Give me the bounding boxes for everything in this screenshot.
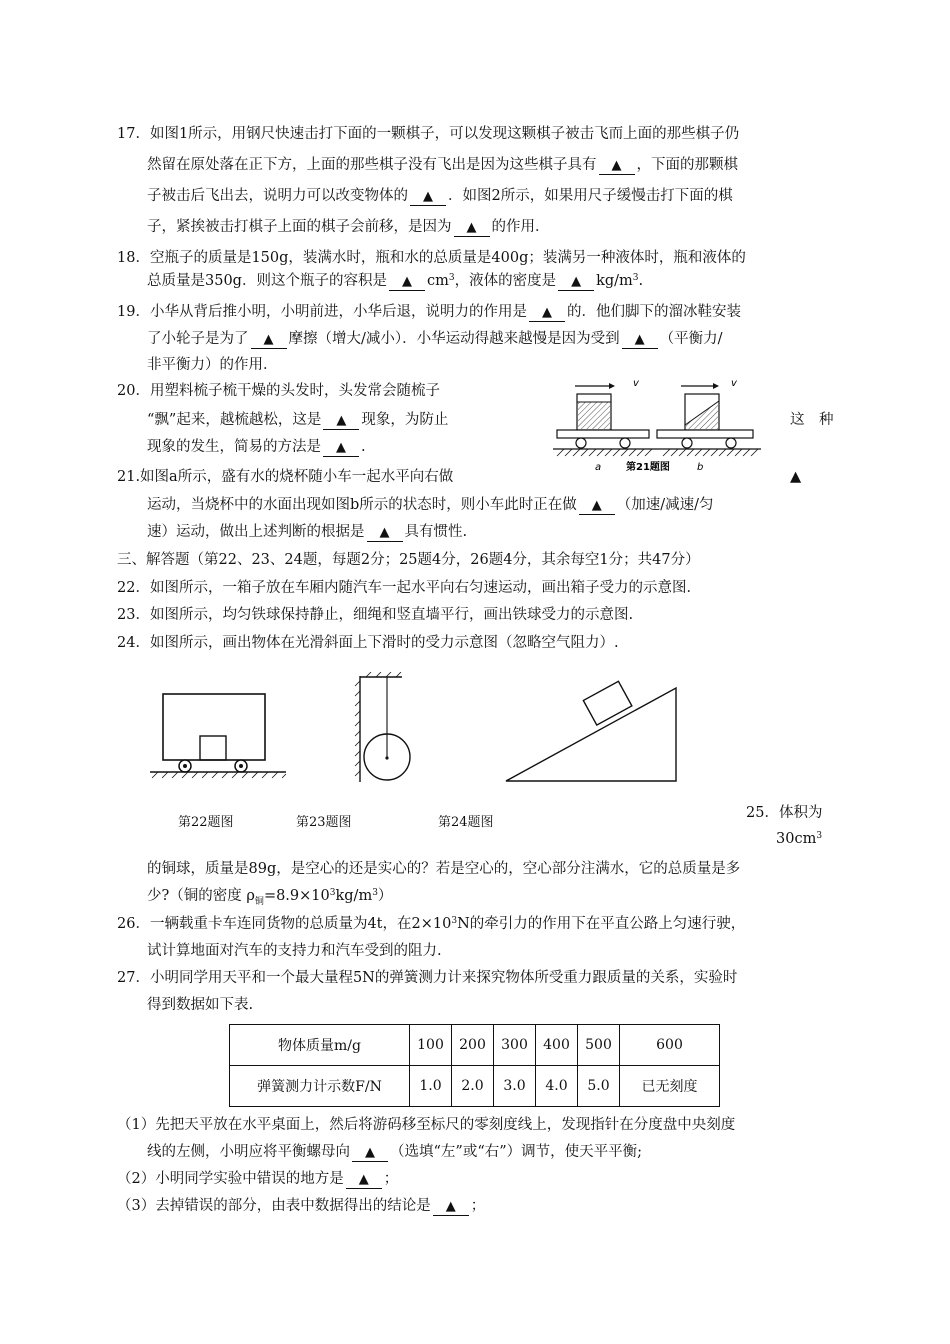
block — [583, 681, 632, 725]
answer-blank[interactable]: ▲ — [622, 332, 658, 349]
section-3-heading: 三、解答题（第22、23、24题，每题2分；25题4分，26题4分，其余每空1分；共47分） — [117, 552, 700, 568]
answer-blank[interactable]: ▲ — [323, 413, 359, 430]
table-cell: 3.0 — [494, 1066, 536, 1107]
q25-line1: 25．体积为 — [746, 805, 823, 821]
q27-sub2: （2）小明同学实验中错误的地方是 ▲ ； — [117, 1171, 399, 1187]
q27-data-table — [229, 1024, 720, 1107]
q19-line2: 了小轮子是为了 ▲ 摩擦（增大/减小）．小华运动得越来越慢是因为受到 ▲ （平衡力/ — [147, 331, 723, 347]
q27-sub3: （3）去掉错误的部分，由表中数据得出的结论是 ▲ ； — [117, 1198, 486, 1214]
velocity-label-b: v — [731, 378, 737, 389]
answer-blank[interactable]: ▲ — [454, 220, 490, 237]
table-cell: 4.0 — [536, 1066, 578, 1107]
row-label-force: 弹簧测力计示数F/N — [230, 1066, 410, 1107]
figure-label-b: b — [697, 462, 704, 473]
caption-q24: 第24题图 — [438, 815, 494, 830]
figure-label-a: a — [595, 462, 602, 473]
answer-blank[interactable]: ▲ — [251, 332, 287, 349]
q21-line3: 速）运动，做出上述判断的根据是 ▲ 具有惯性. — [147, 524, 468, 540]
q20-line1: 20．用塑料梳子梳干燥的头发时，头发常会随梳子 — [117, 383, 440, 399]
q27-sub1-line2: 线的左侧，小明应将平衡螺母向 ▲ （选填“左”或“右”）调节，使天平平衡; — [147, 1144, 643, 1160]
answer-blank[interactable]: ▲ — [410, 189, 446, 206]
answer-blank[interactable]: ▲ — [389, 274, 425, 291]
answer-blank[interactable]: ▲ — [579, 498, 615, 515]
q22-figure — [148, 686, 288, 782]
table-cell: 500 — [578, 1025, 620, 1066]
answer-blank[interactable]: ▲ — [352, 1145, 388, 1162]
q27-sub1-line1: （1）先把天平放在水平桌面上，然后将游码移至标尺的零刻度线上，发现指针在分度盘中央刻度 — [117, 1117, 736, 1133]
answer-blank[interactable]: ▲ — [558, 274, 594, 291]
q27-line2: 得到数据如下表. — [147, 997, 254, 1013]
table-cell: 1.0 — [410, 1066, 452, 1107]
q21-answer-mark[interactable]: ▲ — [790, 469, 802, 485]
q18-line1: 18．空瓶子的质量是150g，装满水时，瓶和水的总质量是400g；装满另一种液体时，瓶和液体的 — [117, 250, 746, 266]
box — [200, 736, 226, 760]
table-cell: 300 — [494, 1025, 536, 1066]
q23-figure — [352, 672, 422, 784]
q17-line1: 17．如图1所示，用钢尺快速击打下面的一颗棋子，可以发现这颗棋子被击飞而上面的那些棋子仍 — [117, 126, 740, 142]
q27-line1: 27．小明同学用天平和一个最大量程5N的弹簧测力计来探究物体所受重力跟质量的关系，实验时 — [117, 970, 738, 986]
table-row — [230, 1066, 720, 1107]
truck-body — [163, 694, 265, 760]
cart-b — [657, 378, 753, 473]
answer-blank[interactable]: ▲ — [599, 158, 635, 175]
q17-line2: 然留在原处落在正下方，上面的那些棋子没有飞出是因为这些棋子具有 ▲ ，下面的那颗棋 — [147, 157, 738, 173]
answer-blank[interactable]: ▲ — [529, 305, 565, 322]
q24-figure — [500, 678, 700, 784]
q22-text: 22．如图所示，一箱子放在车厢内随汽车一起水平向右匀速运动，画出箱子受力的示意图． — [117, 580, 701, 596]
q26-line1: 26．一辆载重卡车连同货物的总质量为4t，在$2\times 10^3N$的牵引力的作用下在平直公路上匀速行驶， — [117, 916, 746, 932]
cart-a — [557, 378, 649, 473]
q19-line3: 非平衡力）的作用． — [147, 357, 278, 373]
q21-line1: 21.如图a所示，盛有水的烧杯随小车一起水平向右做 — [117, 469, 454, 485]
q24-text: 24．如图所示，画出物体在光滑斜面上下滑时的受力示意图（忽略空气阻力）. — [117, 635, 619, 651]
table-cell: 400 — [536, 1025, 578, 1066]
table-cell: 5.0 — [578, 1066, 620, 1107]
q25-line2: $30cm^3$ — [776, 831, 823, 847]
velocity-label-a: v — [633, 378, 639, 389]
q20-line2-tail: 这 种 — [790, 412, 834, 428]
answer-blank[interactable]: ▲ — [367, 525, 403, 542]
table-cell: 600 — [620, 1025, 720, 1066]
q20-line3: 现象的发生，简易的方法是 ▲ . — [147, 439, 366, 455]
q26-line2: 试计算地面对汽车的支持力和汽车受到的阻力. — [147, 943, 442, 959]
table-cell: 2.0 — [452, 1066, 494, 1107]
table-cell: 100 — [410, 1025, 452, 1066]
q25-line4: 少?（铜的密度 $\rho_铜=8.9\times 10^3kg/m^3$） — [147, 888, 393, 907]
answer-blank[interactable]: ▲ — [323, 440, 359, 457]
q23-text: 23．如图所示，均匀铁球保持静止，细绳和竖直墙平行，画出铁球受力的示意图. — [117, 607, 634, 623]
table-row — [230, 1025, 720, 1066]
q21-figure — [553, 372, 761, 476]
ground-hatch — [557, 449, 758, 456]
q17-line4: 子，紧挨被击打棋子上面的棋子会前移，是因为 ▲ 的作用． — [147, 219, 550, 235]
q21-line2: 运动，当烧杯中的水面出现如图b所示的状态时，则小车此时正在做 ▲ （加速/减速/匀 — [147, 497, 714, 513]
answer-blank[interactable]: ▲ — [433, 1199, 469, 1216]
caption-q23: 第23题图 — [296, 815, 352, 830]
answer-blank[interactable]: ▲ — [346, 1172, 382, 1189]
table-cell: 200 — [452, 1025, 494, 1066]
row-label-mass: 物体质量m/g — [230, 1025, 410, 1066]
q19-line1: 19．小华从背后推小明，小明前进，小华后退，说明力的作用是 ▲ 的．他们脚下的溜冰鞋安装 — [117, 304, 741, 320]
q21-figure-caption: 第21题图 — [626, 462, 670, 473]
q18-line2: 总质量是350g．则这个瓶子的容积是 ▲ $cm^3$，液体的密度是 ▲ $kg/m^3$. — [147, 273, 644, 289]
table-cell: 已无刻度 — [620, 1066, 720, 1107]
q25-line3: 的铜球，质量是89g，是空心的还是实心的？若是空心的，空心部分注满水，它的总质量是多 — [147, 861, 741, 877]
q20-line2: “飘”起来，越梳越松，这是 ▲ 现象，为防止 — [147, 412, 449, 428]
caption-q22: 第22题图 — [178, 815, 234, 830]
q17-line3: 子被击后飞出去，说明力可以改变物体的 ▲ ．如图2所示，如果用尺子缓慢击打下面的棋 — [147, 188, 733, 204]
